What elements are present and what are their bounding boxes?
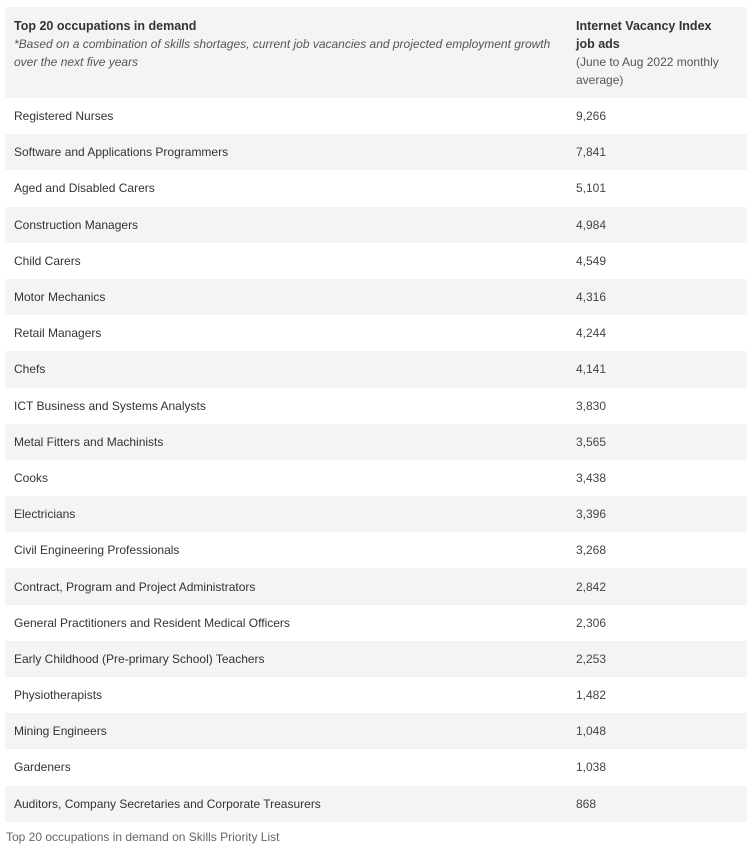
occupation-header-title: Top 20 occupations in demand	[14, 19, 197, 33]
occupation-cell: Child Carers	[14, 253, 81, 268]
job-ads-cell: 9,266	[576, 109, 607, 124]
table-row	[5, 568, 747, 604]
job-ads-cell: 4,549	[576, 253, 607, 268]
job-ads-cell: 4,141	[576, 362, 607, 377]
table-row	[5, 496, 747, 532]
occupation-cell: Early Childhood (Pre-primary School) Teachers	[14, 651, 265, 666]
table-body	[5, 98, 747, 822]
table-row	[5, 207, 747, 243]
table-row	[5, 641, 747, 677]
job-ads-cell: 4,984	[576, 217, 607, 232]
occupation-cell: Software and Applications Programmers	[14, 145, 229, 160]
occupation-header-note: *Based on a combination of skills shortages, current job vacancies and projected employment growth over the next five years	[14, 37, 551, 69]
table-header	[5, 7, 747, 98]
occupations-table	[5, 7, 747, 822]
job-ads-cell: 3,565	[576, 434, 607, 449]
table-row	[5, 786, 747, 822]
job-ads-cell: 3,268	[576, 543, 607, 558]
occupation-cell: General Practitioners and Resident Medical Officers	[14, 615, 290, 630]
occupation-cell: Civil Engineering Professionals	[14, 543, 180, 558]
occupation-cell: Auditors, Company Secretaries and Corporate Treasurers	[14, 796, 321, 811]
table-row	[5, 279, 747, 315]
table-row	[5, 170, 747, 206]
job-ads-cell: 4,316	[576, 290, 607, 305]
table-row	[5, 243, 747, 279]
job-ads-cell: 3,830	[576, 398, 607, 413]
occupation-cell: Chefs	[14, 362, 46, 377]
table-row	[5, 532, 747, 568]
table-row	[5, 315, 747, 351]
table-row	[5, 605, 747, 641]
job-ads-cell: 5,101	[576, 181, 607, 196]
occupation-cell: Gardeners	[14, 760, 71, 775]
job-ads-cell: 3,396	[576, 507, 607, 522]
job-ads-cell: 2,306	[576, 615, 607, 630]
occupation-cell: Cooks	[14, 470, 49, 485]
occupation-cell: Physiotherapists	[14, 688, 103, 703]
table-row	[5, 98, 747, 134]
occupation-cell: Mining Engineers	[14, 724, 107, 739]
job-ads-cell: 2,842	[576, 579, 607, 594]
occupation-cell: Electricians	[14, 507, 76, 522]
occupation-cell: Retail Managers	[14, 326, 102, 341]
occupation-cell: Registered Nurses	[14, 109, 114, 124]
table-row	[5, 388, 747, 424]
table-row	[5, 713, 747, 749]
occupation-column-header	[5, 17, 567, 98]
occupation-cell: Aged and Disabled Carers	[14, 181, 155, 196]
table-row	[5, 460, 747, 496]
vacancy-header-title: Internet Vacancy Index job ads	[576, 19, 712, 51]
table-row	[5, 424, 747, 460]
table-row	[5, 677, 747, 713]
occupation-cell: Motor Mechanics	[14, 290, 106, 305]
table-row	[5, 134, 747, 170]
occupation-cell: Construction Managers	[14, 217, 139, 232]
job-ads-cell: 3,438	[576, 470, 607, 485]
vacancy-column-header	[567, 17, 747, 98]
job-ads-cell: 868	[576, 796, 597, 811]
job-ads-cell: 1,048	[576, 724, 607, 739]
occupation-cell: Contract, Program and Project Administrators	[14, 579, 256, 594]
occupation-cell: ICT Business and Systems Analysts	[14, 398, 206, 413]
job-ads-cell: 1,038	[576, 760, 607, 775]
job-ads-cell: 2,253	[576, 651, 607, 666]
job-ads-cell: 7,841	[576, 145, 607, 160]
table-row	[5, 749, 747, 785]
table-row	[5, 351, 747, 387]
occupation-cell: Metal Fitters and Machinists	[14, 434, 164, 449]
table-caption: Top 20 occupations in demand on Skills Priority List	[6, 830, 280, 844]
job-ads-cell: 4,244	[576, 326, 607, 341]
vacancy-header-subtitle: (June to Aug 2022 monthly average)	[576, 55, 719, 87]
job-ads-cell: 1,482	[576, 688, 607, 703]
